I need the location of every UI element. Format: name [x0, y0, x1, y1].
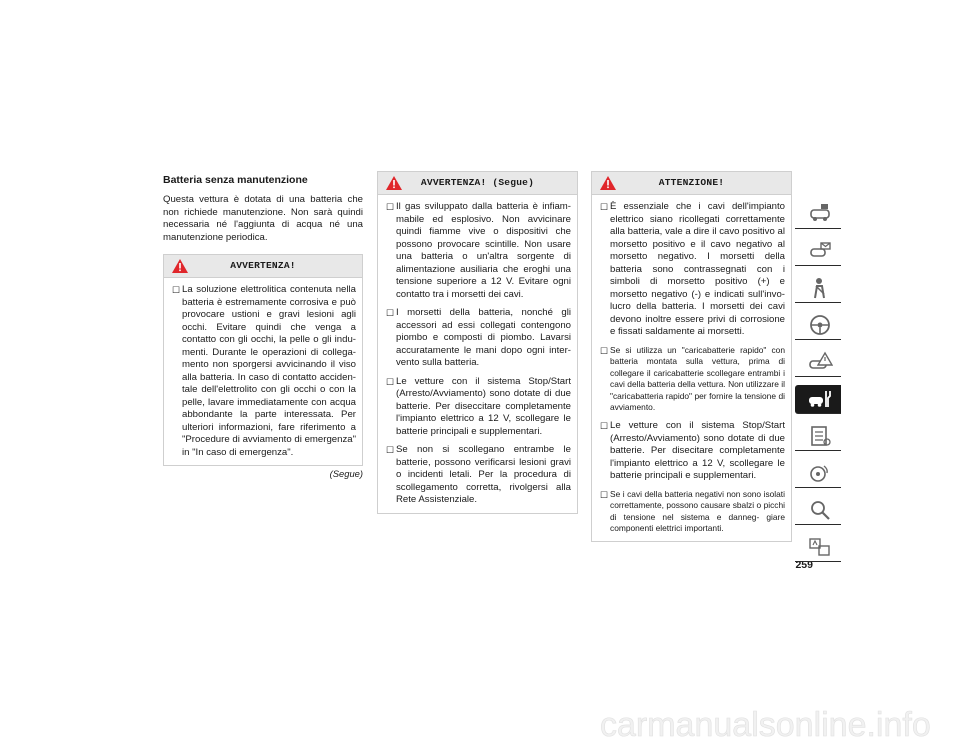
warning-title: AVVERTENZA!: [230, 260, 296, 271]
bullet-square-icon: ☐: [600, 489, 609, 500]
tab-car-warning[interactable]: [795, 348, 841, 377]
magnifier-icon: [807, 498, 833, 522]
page-number: 259: [795, 559, 813, 571]
tab-magnifier[interactable]: [795, 496, 841, 525]
tab-multimedia[interactable]: [795, 459, 841, 488]
tab-car-service[interactable]: [795, 385, 841, 414]
intro-paragraph: Questa vettura è dotata di una batteria che non richiede manutenzione. Non sarà quindi necessaria né l'aggiunta di acqua né una manutenzione periodica.: [163, 194, 363, 243]
column-right: [591, 171, 792, 542]
list-item: [386, 201, 571, 301]
list-item-text: Se non si scollegano entrambe le batterie, possono verificarsi lesioni gravi o incidenti letali. Per la procedura di scollegamento corretta, rivolgersi alla Rete Assistenziale.: [396, 444, 571, 505]
watermark-text: carmanualsonline.info: [600, 706, 931, 742]
list-item: [386, 307, 571, 370]
tab-car-info[interactable]: [795, 200, 841, 229]
list-item: [600, 420, 785, 483]
list-item: [600, 201, 785, 339]
chapter-sidebar: [795, 200, 841, 570]
warning-items: [164, 278, 362, 465]
warning-box-continued: [377, 171, 578, 514]
caution-box: [591, 171, 792, 542]
warning-title: AVVERTENZA! (Segue): [420, 177, 535, 188]
car-mail-icon: [807, 239, 833, 263]
list-item: [386, 444, 571, 507]
caution-items: [592, 195, 791, 541]
warning-header: [378, 172, 577, 195]
list-item: [600, 489, 785, 535]
bullet-square-icon: ☐: [386, 308, 395, 318]
languages-icon: [807, 535, 833, 559]
list-item-text: Il gas sviluppato dalla batteria è infiam- mabile ed esplosivo. Non avvicinare quindi fiamme vive o dispositivi che possono provocare scintille. Non usare una batteria o un'altra sorgente di alimentazione ausiliaria che eroghi una tensione superiore a 12 V. Evitare ogni contatto tra i morsetti dei cavi.: [396, 201, 571, 300]
list-item-text: Se si utilizza un "caricabatterie rapido" con batteria montata sulla vettura, prima di collegare il caricabatterie scollegare entrambi i cavi della batteria della vettura. Non utilizzare il "caricabatteria rapido" per fornire la tensione di avviamento.: [610, 344, 785, 413]
tab-checklist[interactable]: [795, 422, 841, 451]
watermark: [600, 705, 960, 742]
car-info-icon: [807, 202, 833, 226]
tab-seatbelt[interactable]: [795, 274, 841, 303]
bullet-square-icon: ☐: [600, 202, 609, 212]
bullet-square-icon: ☐: [386, 376, 395, 387]
checklist-icon: [807, 424, 833, 448]
car-warning-icon: [807, 350, 833, 374]
list-item: [600, 345, 785, 415]
bullet-square-icon: ☐: [600, 345, 609, 356]
multimedia-icon: [807, 461, 833, 485]
column-middle: [377, 171, 578, 514]
list-item: [172, 284, 356, 459]
column-left: [163, 170, 363, 479]
bullet-square-icon: ☐: [386, 445, 395, 455]
tab-car-mail[interactable]: [795, 237, 841, 266]
bullet-square-icon: ☐: [386, 202, 395, 212]
caution-title: ATTENZIONE!: [658, 177, 725, 188]
list-item-text: Se i cavi della batteria negativi non sono isolati correttamente, possono causare sbalzi o picchi di tensione nel sistema e danneg- giare componenti elettrici importanti.: [610, 488, 785, 534]
bullet-square-icon: ☐: [172, 285, 181, 295]
warning-items: [378, 195, 577, 513]
list-item-text: I morsetti della batteria, nonché gli accessori ad essi collegati contengono piombo e composti di piombo. Lavarsi accuratamente le mani dopo ogni inter- vento sulla batteria.: [396, 307, 571, 368]
warning-header: [164, 255, 362, 278]
tab-languages[interactable]: [795, 533, 841, 562]
list-item-text: Le vetture con il sistema Stop/Start (Arresto/Avviamento) sono dotate di due batterie. Per diseccitare completamente l'impianto elettrico a 12 V, scollegare le batterie principali e supplementari.: [396, 375, 571, 437]
list-item: [386, 376, 571, 439]
continued-label: (Segue): [329, 468, 363, 479]
tab-steering-wheel[interactable]: [795, 311, 841, 340]
list-item-text: Le vetture con il sistema Stop/Start (Arresto/Avviamento) sono dotate di due batterie. Per disecitare completamente l'impianto elettrico a 12 V, scollegare le batterie principali e supplementari.: [610, 420, 785, 482]
list-item-text: La soluzione elettrolitica contenuta nella batteria è estremamente corrosiva e può provocare ustioni e gravi lesioni agli occhi. Evitare quindi che venga a contatto con gli occhi, la pelle o gli indu- menti. Durante le operazioni di collega- mento non sporgersi avvicinando il viso alla batteria. In caso di contatto acciden- tale dell'elettrolito con gli occhi o con la pelle, lavare immediatamente con acqua abbondante la parte interessata. Per ulteriori informazioni, fare riferimento a "Procedure di avviamento di emergenza" in "In caso di emergenza".: [182, 284, 356, 458]
caution-header: [592, 172, 791, 195]
section-title: Batteria senza manutenzione: [163, 174, 308, 186]
car-service-icon: [807, 387, 833, 411]
warning-box: [163, 254, 363, 466]
steering-wheel-icon: [807, 313, 833, 337]
list-item-text: È essenziale che i cavi dell'impianto elettrico siano ricollegati correttamente alla batteria, vale a dire il cavo positivo al morsetto positivo e il cavo negativo al morsetto negativo. I morsetti della batteria sono contrassegnati con i simboli di morsetto positivo (+) e morsetto negativo (-) e indicati sull'invo- lucro della batteria. I morsetti dei cavi devono inoltre essere privi di corrosione e fissati saldamente ai morsetti.: [610, 201, 785, 337]
bullet-square-icon: ☐: [600, 421, 609, 432]
seatbelt-icon: [807, 276, 833, 300]
